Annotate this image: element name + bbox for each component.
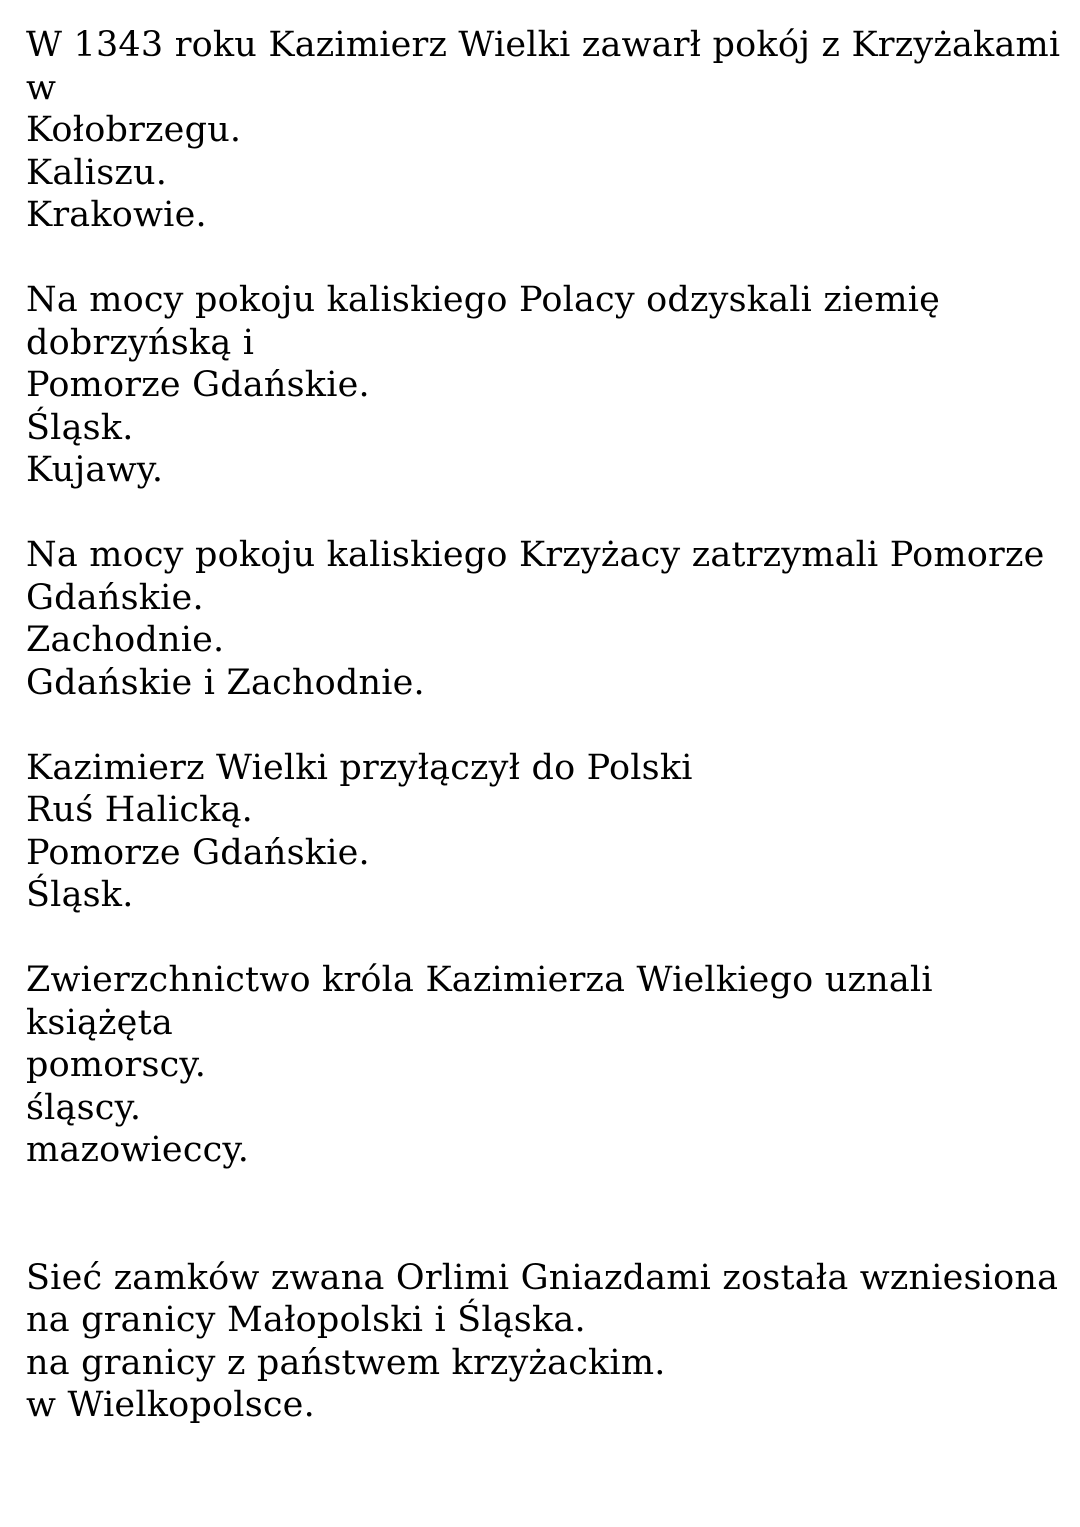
answer-option: Gdańskie i Zachodnie. (26, 662, 425, 703)
answer-option: Kołobrzegu. (26, 110, 242, 150)
question-3 (26, 534, 1066, 704)
answer-option: Śląsk. (26, 407, 134, 448)
question-stem: Sieć zamków zwana Orlimi Gniazdami została wzniesiona (26, 1257, 1059, 1298)
question-4 (26, 747, 1066, 917)
answer-option: Ruś Halicką. (26, 790, 253, 830)
answer-option: Śląsk. (26, 875, 134, 915)
answer-option: Pomorze Gdańskie. (26, 365, 370, 405)
answer-option: mazowieccy. (26, 1130, 250, 1170)
answer-option: na granicy Małopolski i Śląska. (26, 1300, 586, 1340)
question-stem: książęta (26, 1002, 173, 1043)
answer-option: Zachodnie. (26, 620, 225, 660)
answer-option: Pomorze Gdańskie. (26, 832, 370, 873)
answer-option: Kujawy. (26, 450, 164, 490)
question-stem: Kazimierz Wielki przyłączył do Polski (26, 747, 693, 788)
question-5 (26, 959, 1066, 1172)
answer-option: na granicy z państwem krzyżackim. (26, 1342, 666, 1383)
answer-option: Krakowie. (26, 195, 207, 235)
question-6 (26, 1257, 1066, 1427)
question-stem: Na mocy pokoju kaliskiego Polacy odzyskali ziemię (26, 280, 941, 320)
question-stem: Zwierzchnictwo króla Kazimierza Wielkiego uznali (26, 960, 933, 1000)
answer-option: pomorscy. (26, 1045, 207, 1085)
answer-option: Gdańskie. (26, 577, 204, 618)
question-stem: w (26, 67, 57, 108)
question-stem: W 1343 roku Kazimierz Wielki zawarł pokój z Krzyżakami (26, 25, 1061, 65)
answer-option: śląscy. (26, 1087, 142, 1128)
answer-option: w Wielkopolsce. (26, 1385, 315, 1425)
question-2 (26, 279, 1066, 492)
question-stem: dobrzyńską i (26, 322, 255, 363)
question-stem: Na mocy pokoju kaliskiego Krzyżacy zatrzymali Pomorze (26, 535, 1045, 575)
question-1 (26, 24, 1066, 237)
document-page (26, 24, 1066, 1427)
answer-option: Kaliszu. (26, 152, 168, 193)
